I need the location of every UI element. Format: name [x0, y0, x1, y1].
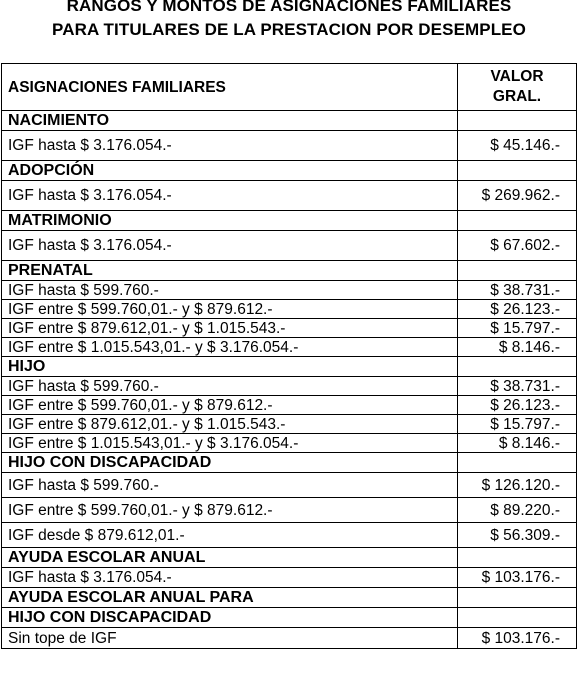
category-row [2, 548, 577, 568]
header-gral: GRAL. [492, 88, 542, 105]
header-allowances: ASIGNACIONES FAMILIARES [2, 64, 458, 111]
document-title-line-1: RANGOS Y MONTOS DE ASIGNACIONES FAMILIARES [66, 0, 512, 15]
amount-cell: $ 38.731.- [458, 377, 577, 396]
range-label: IGF hasta $ 599.760.- [2, 281, 458, 300]
amount-cell [458, 357, 577, 377]
category-label: PRENATAL [2, 261, 458, 281]
category-row [2, 211, 577, 231]
amount-cell: $ 103.176.- [458, 568, 577, 588]
amount-cell: $ 38.731.- [458, 281, 577, 300]
category-row [2, 261, 577, 281]
table-row [2, 434, 577, 453]
range-label: IGF entre $ 599.760,01.- y $ 879.612.- [2, 396, 458, 415]
range-label: IGF entre $ 879.612,01.- y $ 1.015.543.- [2, 415, 458, 434]
range-label: IGF hasta $ 3.176.054.- [2, 131, 458, 161]
category-label: HIJO [2, 357, 458, 377]
range-label: Sin tope de IGF [2, 628, 458, 649]
table-row [2, 131, 577, 161]
table-row [2, 568, 577, 588]
amount-cell: $ 269.962.- [458, 181, 577, 211]
table-row [2, 473, 577, 498]
amount-cell: $ 26.123.- [458, 300, 577, 319]
range-label: IGF entre $ 599.760,01.- y $ 879.612.- [2, 498, 458, 523]
table-row [2, 415, 577, 434]
amount-cell [458, 161, 577, 181]
allowances-table [1, 63, 577, 649]
table-row [2, 338, 577, 357]
amount-cell: $ 45.146.- [458, 131, 577, 161]
amount-cell: $ 89.220.- [458, 498, 577, 523]
amount-cell [458, 261, 577, 281]
range-label: IGF hasta $ 599.760.- [2, 377, 458, 396]
table-row [2, 281, 577, 300]
table-row [2, 523, 577, 548]
amount-cell [458, 588, 577, 608]
table-row [2, 498, 577, 523]
range-label: IGF hasta $ 3.176.054.- [2, 231, 458, 261]
range-label: IGF desde $ 879.612,01.- [2, 523, 458, 548]
category-label: ADOPCIÓN [2, 161, 458, 181]
range-label: IGF entre $ 1.015.543,01.- y $ 3.176.054.- [2, 434, 458, 453]
category-row [2, 111, 577, 131]
amount-cell: $ 8.146.- [458, 338, 577, 357]
amount-cell: $ 8.146.- [458, 434, 577, 453]
table-row [2, 377, 577, 396]
range-label: IGF hasta $ 599.760.- [2, 473, 458, 498]
category-label: MATRIMONIO [2, 211, 458, 231]
category-label: AYUDA ESCOLAR ANUAL [2, 548, 458, 568]
amount-cell [458, 211, 577, 231]
range-label: IGF entre $ 1.015.543,01.- y $ 3.176.054.- [2, 338, 458, 357]
amount-cell [458, 548, 577, 568]
header-valor-gral [458, 64, 577, 111]
amount-cell: $ 15.797.- [458, 319, 577, 338]
table-row [2, 628, 577, 649]
category-row [2, 453, 577, 473]
range-label: IGF entre $ 599.760,01.- y $ 879.612.- [2, 300, 458, 319]
amount-cell: $ 26.123.- [458, 396, 577, 415]
category-label: HIJO CON DISCAPACIDAD [2, 608, 458, 628]
amount-cell [458, 111, 577, 131]
table-row [2, 319, 577, 338]
range-label: IGF entre $ 879.612,01.- y $ 1.015.543.- [2, 319, 458, 338]
table-row [2, 231, 577, 261]
amount-cell: $ 15.797.- [458, 415, 577, 434]
category-label: AYUDA ESCOLAR ANUAL PARA [2, 588, 458, 608]
amount-cell: $ 67.602.- [458, 231, 577, 261]
header-valor: VALOR [490, 68, 544, 85]
category-label: NACIMIENTO [2, 111, 458, 131]
amount-cell: $ 56.309.- [458, 523, 577, 548]
table-row [2, 300, 577, 319]
category-label: HIJO CON DISCAPACIDAD [2, 453, 458, 473]
range-label: IGF hasta $ 3.176.054.- [2, 181, 458, 211]
category-row [2, 161, 577, 181]
table-row [2, 396, 577, 415]
amount-cell [458, 453, 577, 473]
amount-cell: $ 126.120.- [458, 473, 577, 498]
range-label: IGF hasta $ 3.176.054.- [2, 568, 458, 588]
table-header-row [2, 64, 577, 111]
amount-cell: $ 103.176.- [458, 628, 577, 649]
table-row [2, 181, 577, 211]
amount-cell [458, 608, 577, 628]
category-row [2, 357, 577, 377]
document-title-line-2: PARA TITULARES DE LA PRESTACION POR DESEMPLEO [52, 20, 526, 39]
category-row [2, 588, 577, 608]
category-row [2, 608, 577, 628]
